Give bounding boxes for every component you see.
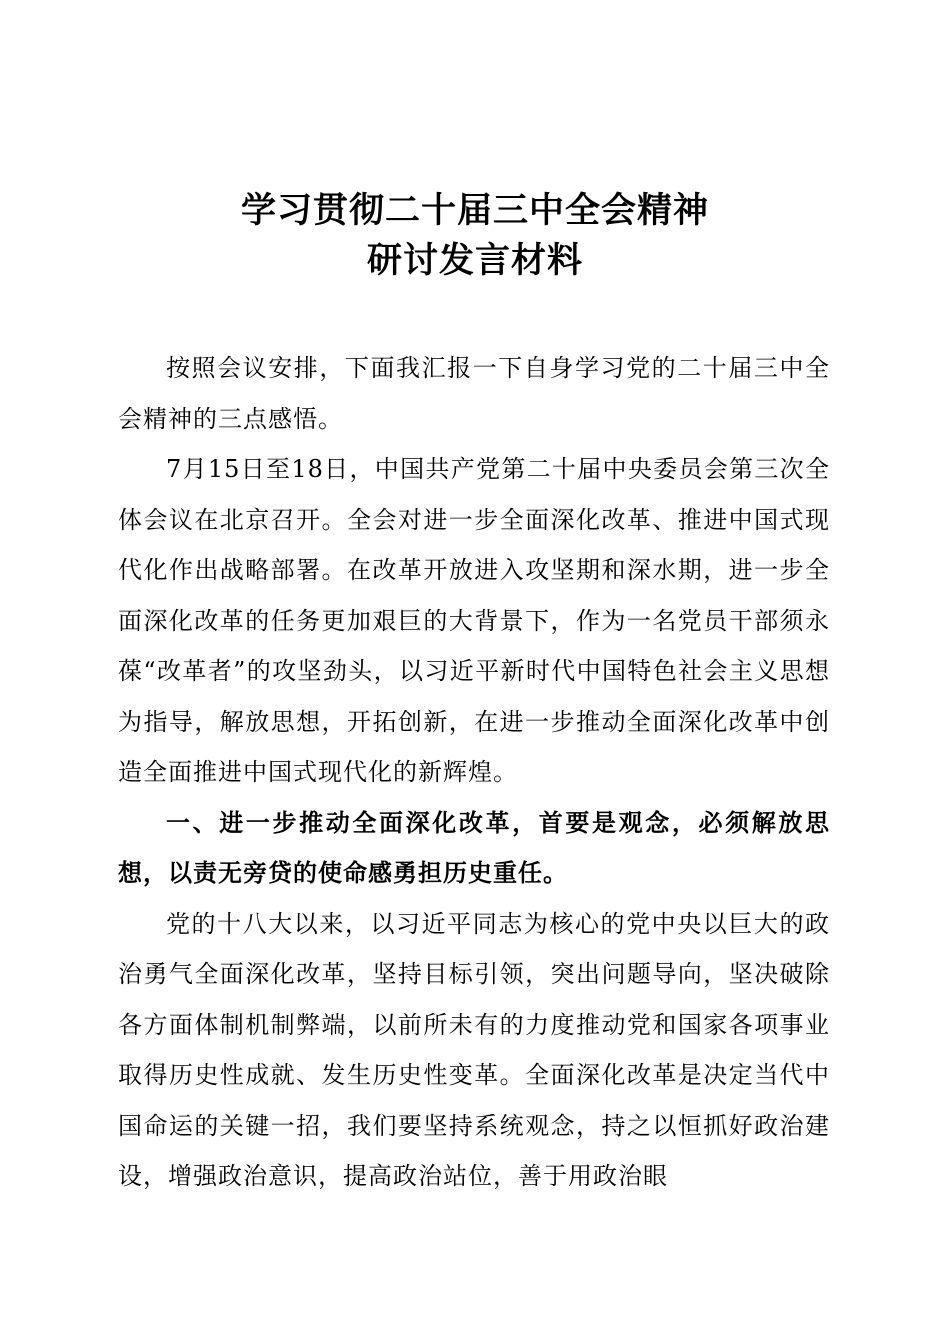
- document-body: [118, 343, 830, 1202]
- document-title-line1: 学习贯彻二十届三中全会精神: [240, 191, 709, 231]
- paragraph-intro: 按照会议安排，下面我汇报一下自身学习党的二十届三中全会精神的三点感悟。: [118, 354, 830, 433]
- paragraph-section-1: 党的十八大以来，以习近平同志为核心的党中央以巨大的政治勇气全面深化改革，坚持目标引领，突出问题导向，坚决破除各方面体制机制弊端，以前所未有的力度推动党和国家各项事业取得历史性成就、发生历史性变革。全面深化改革是决定当代中国命运的关键一招，我们要坚持系统观念，持之以恒抓好政治建设，增强政治意识，提高政治站位，善于用政治眼: [118, 909, 830, 1190]
- document-title-line2: 研讨发言材料: [366, 241, 583, 281]
- paragraph-background: 7月15日至18日，中国共产党第二十届中央委员会第三次全体会议在北京召开。全会对进一步全面深化改革、推进中国式现代化作出战略部署。在改革开放进入攻坚期和深水期，进一步全面深化改革的任务更加艰巨的大背景下，作为一名党员干部须永葆“改革者”的攻坚劲头，以习近平新时代中国特色社会主义思想为指导，解放思想，开拓创新，在进一步推动全面深化改革中创造全面推进中国式现代化的新辉煌。: [118, 455, 830, 786]
- section-heading-1: 一、进一步推动全面深化改革，首要是观念，必须解放思想，以责无旁贷的使命感勇担历史重任。: [118, 808, 830, 887]
